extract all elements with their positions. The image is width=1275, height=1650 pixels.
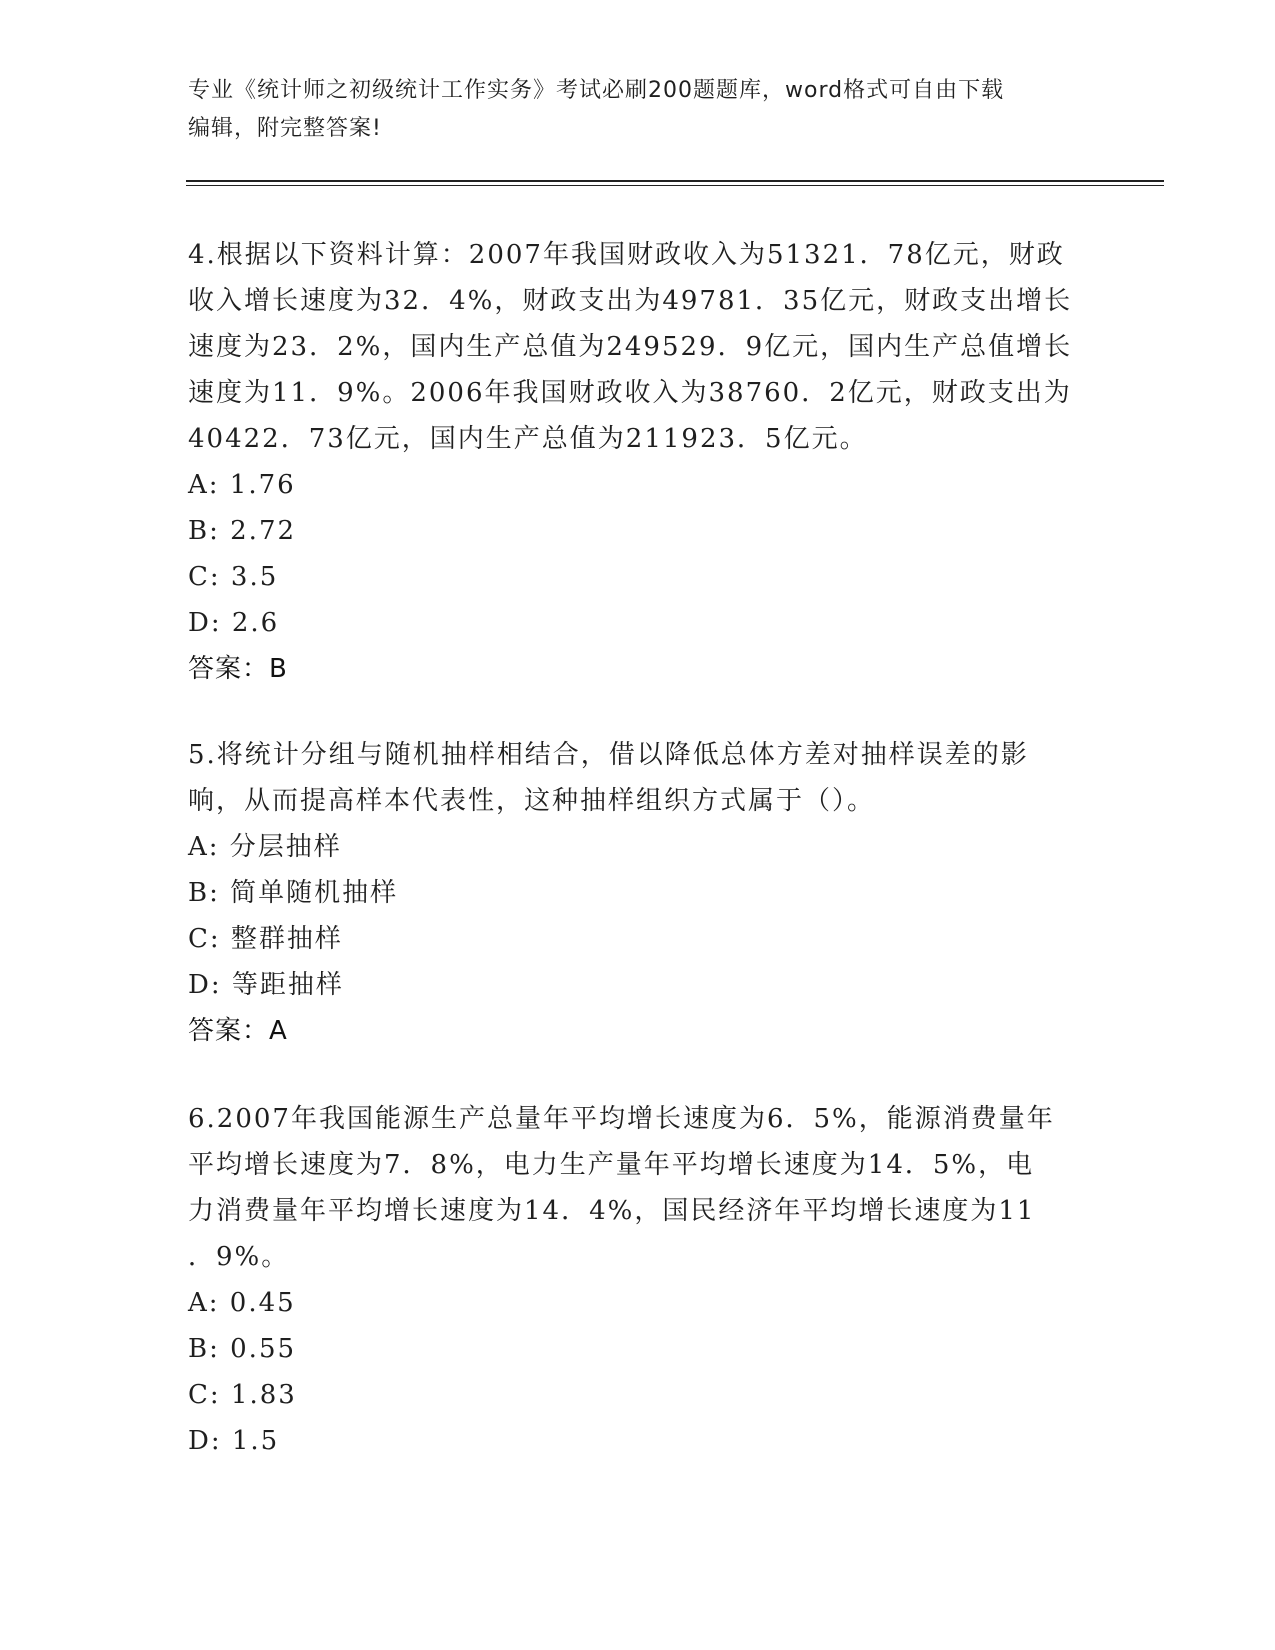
question-line: 4.根据以下资料计算：2007年我国财政收入为51321．78亿元，财政	[188, 240, 1065, 270]
question-line: 收入增长速度为32．4%，财政支出为49781．35亿元，财政支出增长	[188, 286, 1073, 316]
option-a: A: 1.76	[188, 470, 296, 500]
question-text	[188, 732, 1088, 824]
header-line-2: 编辑，附完整答案!	[188, 116, 382, 141]
option-d: D: 等距抽样	[188, 970, 344, 1000]
answer-label: 答案：B	[188, 654, 288, 684]
question-line: 平均增长速度为7．8%，电力生产量年平均增长速度为14．5%，电	[188, 1150, 1035, 1180]
question-line: 5.将统计分组与随机抽样相结合，借以降低总体方差对抽样误差的影	[188, 740, 1029, 770]
answer-label: 答案：A	[188, 1016, 288, 1046]
question-line: 40422．73亿元，国内生产总值为211923．5亿元。	[188, 424, 868, 454]
option-b: B: 2.72	[188, 516, 297, 546]
question-line: 6.2007年我国能源生产总量年平均增长速度为6．5%，能源消费量年	[188, 1104, 1055, 1134]
header-line-1: 专业《统计师之初级统计工作实务》考试必刷200题题库，word格式可自由下载	[188, 78, 1005, 103]
option-b: B: 简单随机抽样	[188, 878, 399, 908]
option-d: D: 1.5	[188, 1426, 280, 1456]
option-a: A: 分层抽样	[188, 832, 342, 862]
question-6	[188, 1096, 1088, 1464]
option-d: D: 2.6	[188, 608, 280, 638]
question-line: ．9%。	[188, 1242, 290, 1272]
question-line: 速度为11．9%。2006年我国财政收入为38760．2亿元，财政支出为	[188, 378, 1072, 408]
header-divider	[186, 180, 1164, 182]
option-c: C: 1.83	[188, 1380, 297, 1410]
question-line: 速度为23．2%，国内生产总值为249529．9亿元，国内生产总值增长	[188, 332, 1073, 362]
option-c: C: 3.5	[188, 562, 279, 592]
question-text	[188, 1096, 1088, 1280]
question-5	[188, 732, 1088, 1054]
question-text	[188, 232, 1088, 462]
option-a: A: 0.45	[188, 1288, 296, 1318]
header-divider-thin	[186, 185, 1164, 186]
option-c: C: 整群抽样	[188, 924, 343, 954]
question-4	[188, 232, 1088, 692]
question-line: 响，从而提高样本代表性，这种抽样组织方式属于（）。	[188, 786, 876, 816]
option-b: B: 0.55	[188, 1334, 297, 1364]
document-header	[188, 72, 1088, 148]
question-line: 力消费量年平均增长速度为14．4%，国民经济年平均增长速度为11	[188, 1196, 1036, 1226]
